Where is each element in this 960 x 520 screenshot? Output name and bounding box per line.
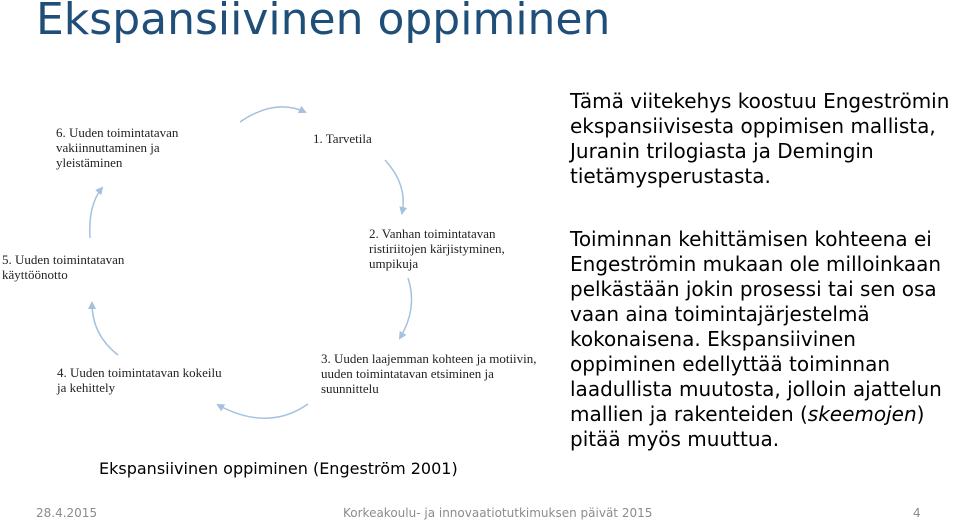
arrow-6-to-1 bbox=[240, 107, 305, 122]
cycle-step-1: 1. Tarvetila bbox=[313, 131, 372, 146]
arrow-5-to-6 bbox=[90, 188, 102, 238]
cycle-step-3: 3. Uuden laajemman kohteen ja motiivin, uuden toimintatavan etsiminen ja suunnittelu bbox=[321, 351, 537, 396]
footer-date: 28.4.2015 bbox=[36, 506, 98, 520]
cycle-step-5: 5. Uuden toimintatavan käyttöönotto bbox=[2, 252, 125, 282]
paragraph-development-text-1: Toiminnan kehittämisen kohteena ei Engeströmin mukaan ole milloinkaan pelkästään jokin prosessi tai sen osa vaan aina toimintajärjestelmä kokonaisena. Ekspansiivinen oppiminen edellyttää toiminnan laadullista muutosta, jolloin ajattelun mallien ja rakenteiden ( bbox=[570, 227, 942, 426]
paragraph-development-italic: skeemojen bbox=[807, 402, 917, 426]
arrow-2-to-3 bbox=[400, 278, 412, 338]
footer-event: Korkeakoulu- ja innovaatiotutkimuksen päivät 2015 bbox=[343, 506, 653, 520]
arrow-3-to-4 bbox=[218, 404, 308, 418]
cycle-step-2: 2. Vanhan toimintatavan ristiriitojen kärjistyminen, umpikuja bbox=[369, 226, 505, 271]
slide-title: Ekspansiivinen oppiminen bbox=[36, 0, 611, 45]
page-number: 4 bbox=[913, 506, 921, 520]
paragraph-development-text-2: ) pitää myös muuttua. bbox=[570, 402, 925, 451]
arrow-1-to-2 bbox=[385, 160, 403, 213]
cycle-step-6: 6. Uuden toimintatavan vakiinnuttaminen ja yleistäminen bbox=[56, 125, 179, 170]
paragraph-development bbox=[570, 227, 960, 452]
arrow-4-to-5 bbox=[92, 303, 118, 355]
paragraph-framework: Tämä viitekehys koostuu Engeströmin ekspansiivisesta oppimisen mallista, Juranin trilogiasta ja Demingin tietämysperustasta. bbox=[570, 89, 950, 188]
cycle-step-4: 4. Uuden toimintatavan kokeilu ja kehittely bbox=[57, 365, 222, 395]
figure-caption: Ekspansiivinen oppiminen (Engeström 2001) bbox=[99, 459, 458, 478]
